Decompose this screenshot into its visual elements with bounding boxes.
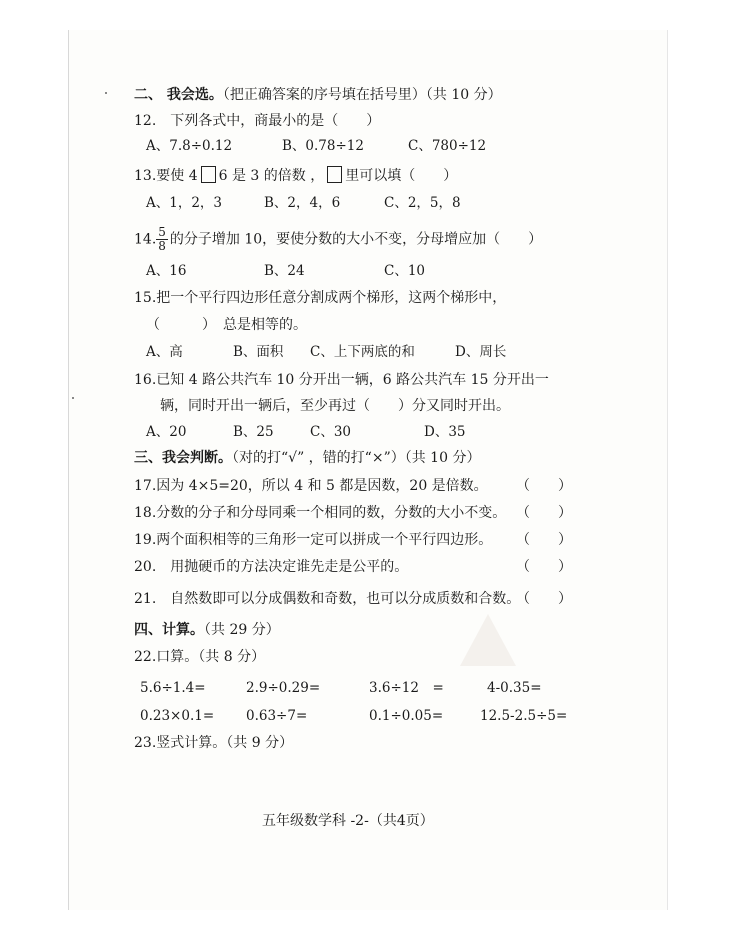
q14-option-b: B、24 [264,263,305,279]
scan-speck [105,92,107,94]
mental-math-item: 2.9÷0.29= [246,680,321,696]
q15-option-d: D、周长 [455,344,507,360]
section-2-heading-line [134,86,502,104]
judgment-item-21: 21. 自然数即可以分成偶数和奇数，也可以分成质数和合数。 [134,591,521,607]
q12-option-b: B、0.78÷12 [282,138,364,154]
judgment-item-18: 18.分数的分子和分母同乘一个相同的数，分数的大小不变。 [134,505,507,521]
exam-page [68,30,668,910]
section-4-heading-line [134,621,280,639]
q15-stem-line2: （ ） 总是相等的。 [146,317,307,333]
page-footer: 五年级数学科 -2-（共4页） [262,813,434,829]
q14-stem-line [134,226,542,253]
blank-box [201,166,216,183]
q14-stem: 的分子增加 10，要使分数的大小不变，分母增应加（ ） [169,231,543,248]
q13-option-b: B、2，4，6 [264,195,341,211]
q15-option-c: C、上下两底的和 [310,344,415,360]
q16-stem-line1: 16.已知 4 路公共汽车 10 分开出一辆，6 路公共汽车 15 分开出一 [134,372,549,388]
q22-title: 22.口算。（共 8 分） [134,649,266,665]
section-3-note: （对的打“√” ，错的打“×”）（共 10 分） [232,450,481,466]
section-2-note: （把正确答案的序号填在括号里）（共 10 分） [222,87,502,103]
blank-box [327,166,342,183]
q14-number: 14. [134,231,157,248]
q16-option-c: C、30 [310,424,352,440]
judgment-item-17: 17.因为 4×5=20，所以 4 和 5 都是因数，20 是倍数。 [134,478,488,494]
q23-title: 23.竖式计算。（共 9 分） [134,735,294,751]
q13-stem-part1: 13.要使 4 [134,168,198,184]
mental-math-item: 0.63÷7= [246,708,308,724]
q12-option-c: C、780÷12 [408,138,487,154]
judgment-answer-21: （ ） [516,591,572,607]
judgment-item-20: 20. 用抛硬币的方法决定谁先走是公平的。 [134,559,409,575]
section-3-heading-line [134,449,480,467]
q14-option-a: A、16 [146,263,187,279]
q13-stem [134,166,457,185]
q16-option-d: D、35 [424,424,466,440]
q12-stem: 12. 下列各式中，商最小的是（ ） [134,113,381,129]
fraction-denominator: 8 [158,239,166,253]
scan-speck [72,397,74,399]
q15-option-a: A、高 [146,344,183,360]
judgment-answer-20: （ ） [516,559,572,575]
mental-math-item: 0.1÷0.05= [369,708,444,724]
q13-option-a: A、1，2，3 [146,195,223,211]
section-4-heading: 四、计算。 [134,622,204,638]
section-2-heading: 二、 我会选。 [134,87,223,103]
q13-stem-part2: 6 是 3 的倍数 ， [218,168,325,184]
q15-stem-line1: 15.把一个平行四边形任意分割成两个梯形，这两个梯形中， [134,290,507,306]
judgment-answer-18: （ ） [516,505,572,521]
q16-option-a: A、20 [146,424,187,440]
mental-math-item: 3.6÷12 = [369,680,444,696]
section-4-note: （共 29 分） [204,622,280,638]
mental-math-item: 5.6÷1.4= [140,680,206,696]
q16-stem-line2: 辆，同时开出一辆后，至少再过（ ）分又同时开出。 [160,398,510,414]
q15-option-b: B、面积 [233,344,284,360]
fraction-numerator: 5 [158,225,166,239]
q14-option-c: C、10 [384,263,426,279]
fraction [156,226,168,253]
section-3-heading: 三、我会判断。 [134,450,232,466]
judgment-item-19: 19.两个面积相等的三角形一定可以拼成一个平行四边形。 [134,532,493,548]
mental-math-item: 0.23×0.1= [140,708,215,724]
q13-stem-part3: 里可以填（ ） [345,168,458,184]
q16-option-b: B、25 [233,424,274,440]
paper-stain [460,614,516,666]
q12-option-a: A、7.8÷0.12 [146,138,233,154]
mental-math-item: 12.5-2.5÷5= [480,708,568,724]
judgment-answer-19: （ ） [516,532,572,548]
judgment-answer-17: （ ） [516,478,572,494]
q13-option-c: C、2，5，8 [384,195,461,211]
mental-math-item: 4-0.35= [487,680,542,696]
